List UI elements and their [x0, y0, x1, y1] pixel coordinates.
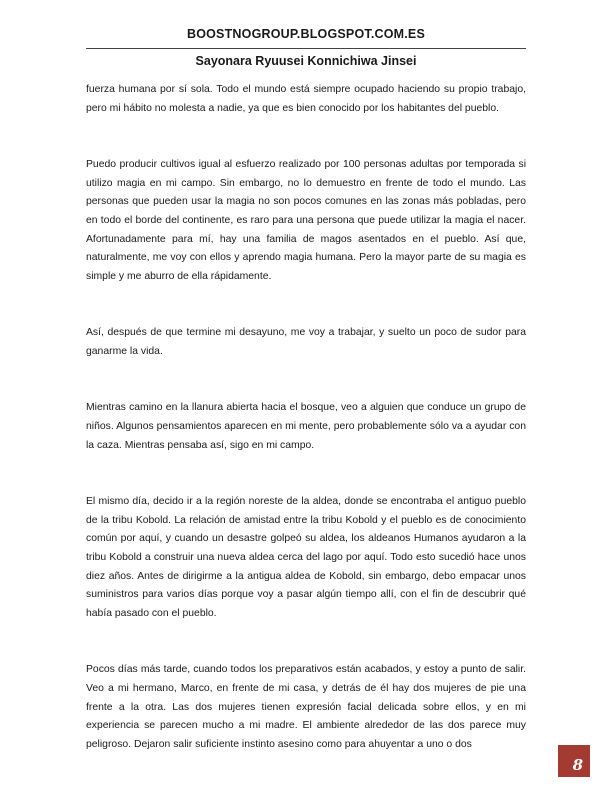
page-header	[86, 26, 526, 69]
paragraph: Puedo producir cultivos igual al esfuerzo realizado por 100 personas adultas por temporada si utilizo magia en mi campo. Sin embargo, no lo demuestro en frente de todo el mundo. Las personas que pueden usar la magia no son pocos comunes en las zonas más pobladas, pero en todo el borde del continente, es raro para una persona que puede utilizar la magia el nacer. Afortunadamente para mí, hay una familia de magos asentados en el pueblo. Así que, naturalmente, me voy con ellos y aprendo magia humana. Pero la mayor parte de su magia es simple y me aburro de ella rápidamente.	[86, 158, 526, 283]
paragraph: El mismo día, decido ir a la región noreste de la aldea, donde se encontraba el antiguo pueblo de la tribu Kobold. La relación de amistad entre la tribu Kobold y el pueblo es de conocimiento común por aquí, y cuando un desastre golpeó su aldea, los aldeanos Humanos ayudaron a la tribu Kobold a construir una nueva aldea cerca del lago por aquí. Todo esto sucedió hace unos diez años. Antes de dirigirme a la antigua aldea de Kobold, sin embargo, debo empacar unos suministros para varios días porque voy a pasar algún tiempo allí, con el fin de descubrir qué había pasado con el pueblo.	[86, 495, 526, 620]
page-number-badge	[558, 745, 590, 777]
paragraph: Así, después de que termine mi desayuno, me voy a trabajar, y suelto un poco de sudor para ganarme la vida.	[86, 327, 526, 358]
paragraph: Mientras camino en la llanura abierta hacia el bosque, veo a alguien que conduce un grupo de niños. Algunos pensamientos aparecen en mi mente, pero probablemente sólo va a ayudar con la caza. Mientras pensaba así, sigo en mi campo.	[86, 402, 526, 451]
document-title: Sayonara Ryuusei Konnichiwa Jinsei	[195, 54, 417, 68]
document-body	[86, 81, 526, 792]
site-url: BOOSTNOGROUP.BLOGSPOT.COM.ES	[186, 27, 426, 41]
paragraph: fuerza humana por sí sola. Todo el mundo está siempre ocupado haciendo su propio trabajo, pero mi hábito no molesta a nadie, ya que es bien conocido por los habitantes del pueblo.	[86, 84, 526, 114]
paragraph: Pocos días más tarde, cuando todos los preparativos están acabados, y estoy a punto de salir. Veo a mi hermano, Marco, en frente de mi casa, y detrás de él hay dos mujeres de pie una frente a la otra. Las dos mujeres tienen expresión facial delicada sobre ellos, y en mi experiencia se parecen mucho a mi madre. El ambiente alrededor de las dos parece muy peligroso. Dejaron salir suficiente instinto asesino como para ahuyentar a uno o dos	[86, 664, 526, 751]
header-divider	[86, 48, 526, 49]
page-number: 8	[572, 756, 583, 774]
